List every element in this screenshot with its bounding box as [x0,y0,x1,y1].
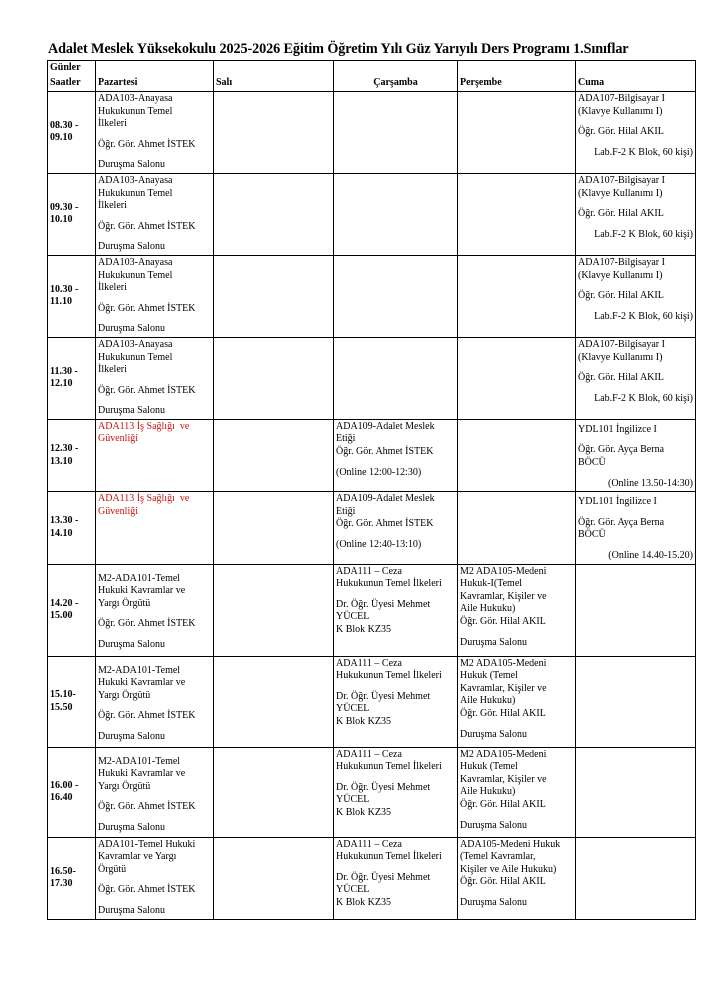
line-spacer [578,364,693,372]
time-slot-text: 08.30 - [50,119,79,131]
cell-text-line: Öğr. Gör. Hilal AKIL [578,126,664,138]
cell-text-line: Duruşma Salonu [460,897,527,908]
cell-text-line: Kavramlar, Kişiler ve [460,590,547,602]
schedule-row [48,656,696,747]
cell-friday [576,337,696,419]
time-slot-cell [48,747,96,837]
cell-text-line: Öğr. Gör. Hilal AKIL [460,799,546,810]
cell-text-line: ADA101-Temel Hukuki [98,838,196,850]
cell-thursday [458,837,576,919]
line-spacer [98,233,211,241]
cell-wednesday [334,173,458,255]
cell-text-line: ADA109-Adalet Meslek [336,493,435,505]
cell-text-line: ADA109-Adalet Meslek [336,420,435,432]
cell-text-line: Dr. Öğr. Üyesi Mehmet [336,781,431,793]
cell-text-line: Dr. Öğr. Üyesi Mehmet [336,690,431,702]
cell-text-line: Kavramlar, Kişiler ve [460,682,547,694]
line-spacer [578,200,693,208]
cell-text-line: Öğr. Gör. Ahmet İSTEK [336,518,434,530]
line-spacer [98,131,211,139]
cell-friday [576,255,696,337]
cell-wednesday [334,747,458,837]
schedule-row [48,419,696,491]
cell-tuesday [214,92,334,174]
cell-tuesday [214,837,334,919]
cell-wednesday [334,656,458,747]
line-spacer [336,774,455,782]
schedule-row [48,173,696,255]
cell-text-line: Lab.F-2 K Blok, 60 kişi) [594,228,693,240]
header-gunler: Günler [50,62,81,73]
cell-text-line: YDL101 İngilizce I [578,496,657,508]
cell-text-line: ADA103-Anayasa [98,93,173,104]
cell-friday [576,173,696,255]
cell-text-line: (Online 14.40-15.20) [608,550,693,562]
cell-text-line: İlkeleri [98,364,127,376]
cell-text-line: Güvenliği [98,433,138,445]
cell-text-line: Öğr. Gör. Hilal AKIL [460,616,546,627]
cell-text-line: Öğr. Gör. Hilal AKIL [578,208,664,220]
schedule-row [48,337,696,419]
cell-tuesday [214,255,334,337]
line-spacer [98,151,211,159]
cell-text-line: Hukuki Kavramlar ve [98,768,186,780]
cell-text-line: Yargı Örgütü [98,780,151,792]
cell-text-line: Öğr. Gör. Ahmet İSTEK [98,138,196,150]
time-slot-text: 17.30 [50,878,73,890]
cell-thursday [458,337,576,419]
cell-text-line: M2-ADA101-Temel [98,572,181,584]
schedule-table [47,60,696,920]
cell-text-line: (Online 12:40-13:10) [336,539,422,551]
time-slot-cell [48,173,96,255]
cell-text-line: Öğr. Gör. Ayça Berna [578,516,665,528]
cell-text-line: Hukukunun Temel [98,269,173,281]
time-slot-cell [48,92,96,174]
cell-text-line: ADA107-Bilgisayar I [578,256,665,268]
cell-text-line: Dr. Öğr. Üyesi Mehmet [336,598,431,610]
time-slot-cell [48,564,96,656]
line-spacer [460,889,573,897]
schedule-row [48,564,696,656]
cell-text-line: Duruşma Salonu [98,405,165,417]
cell-text-line: Öğr. Gör. Hilal AKIL [460,708,546,719]
line-spacer [98,213,211,221]
time-slot-text: 13.10 [50,455,73,467]
header-saatler: Saatler [50,76,81,88]
cell-thursday [458,492,576,564]
cell-thursday [458,255,576,337]
cell-text-line: (Online 13.50-14:30) [608,477,693,489]
time-slot-text: 12.30 - [50,442,79,454]
cell-text-line: Duruşma Salonu [98,905,165,916]
cell-text-line: (Klavye Kullanımı I) [578,187,663,199]
cell-text-line: İlkeleri [98,118,127,130]
cell-friday [576,656,696,747]
time-slot-text: 16.50- [50,865,76,877]
cell-text-line: Öğr. Gör. Ahmet İSTEK [336,446,434,458]
cell-tuesday [214,564,334,656]
time-slot-cell [48,837,96,919]
line-spacer [460,812,573,820]
page-title: Adalet Meslek Yüksekokulu 2025-2026 Eğitim Öğretim Yılı Güz Yarıyılı Ders Programı 1.Sınıflar [48,41,629,57]
cell-text-line: Duruşma Salonu [460,819,527,831]
line-spacer [98,295,211,303]
line-spacer [578,470,693,478]
time-slot-text: 16.40 [50,792,73,804]
cell-monday [96,837,214,919]
cell-friday [576,837,696,919]
cell-tuesday [214,747,334,837]
cell-friday [576,419,696,491]
cell-text-line: Öğr. Gör. Ahmet İSTEK [98,884,196,896]
header-day-friday: Cuma [576,61,696,92]
time-slot-text: 15.00 [50,610,73,622]
cell-text-line: YÜCEL [336,884,370,896]
cell-text-line: Etiği [336,505,356,517]
cell-text-line: Lab.F-2 K Blok, 60 kişi) [594,310,693,322]
cell-text-line: Hukuk-I(Temel [460,578,523,590]
cell-text-line: Lab.F-2 K Blok, 60 kişi) [594,392,693,404]
cell-text-line: YDL101 İngilizce I [578,423,657,435]
cell-wednesday [334,255,458,337]
cell-text-line: ADA111 – Ceza [336,565,402,577]
time-slot-cell [48,492,96,564]
line-spacer [578,221,693,229]
time-slot-text: 09.10 [50,132,73,144]
time-slot-text: 13.30 - [50,515,79,527]
time-slot-text: 09.30 - [50,201,79,213]
cell-text-line: Duruşma Salonu [98,159,165,171]
cell-text-line: Öğr. Gör. Ahmet İSTEK [98,801,196,813]
line-spacer [98,397,211,405]
cell-text-line: Duruşma Salonu [460,728,527,740]
cell-text-line: Duruşma Salonu [460,636,527,648]
cell-text-line: ADA111 – Ceza [336,838,402,850]
cell-text-line: (Klavye Kullanımı I) [578,105,663,117]
line-spacer [98,897,211,905]
cell-wednesday [334,492,458,564]
line-spacer [336,683,455,691]
cell-monday [96,419,214,491]
time-slot-text: 12.10 [50,378,73,390]
cell-thursday [458,419,576,491]
time-slot-text: 11.10 [50,296,72,308]
cell-text-line: M2-ADA101-Temel [98,664,181,676]
header-day-monday: Pazartesi [96,61,214,92]
cell-text-line: Öğr. Gör. Ahmet İSTEK [98,302,196,314]
cell-text-line: Duruşma Salonu [98,323,165,335]
time-slot-text: 15.50 [50,701,73,713]
cell-text-line: Lab.F-2 K Blok, 60 kişi) [594,146,693,158]
cell-monday [96,492,214,564]
cell-tuesday [214,492,334,564]
cell-text-line: ADA103-Anayasa [98,174,173,186]
time-slot-cell [48,255,96,337]
time-slot-cell [48,419,96,491]
cell-text-line: (Online 12:00-12:30) [336,466,422,478]
cell-text-line: Duruşma Salonu [98,639,165,650]
cell-text-line: Hukuki Kavramlar ve [98,677,186,689]
line-spacer [578,509,693,517]
time-slot-text: 14.20 - [50,597,79,609]
time-slot-cell [48,656,96,747]
line-spacer [578,303,693,311]
cell-monday [96,92,214,174]
time-slot-text: 15.10- [50,689,76,701]
line-spacer [336,531,455,539]
time-slot-text: 16.00 - [50,779,79,791]
line-spacer [460,629,573,637]
cell-text-line: Hukukunun Temel [98,187,173,199]
line-spacer [460,721,573,729]
cell-text-line: ADA103-Anayasa [98,256,173,268]
line-spacer [578,385,693,393]
line-spacer [98,723,211,731]
header-time-cell [48,61,96,92]
cell-text-line: ADA113 İş Sağlığı ve [98,493,190,505]
cell-wednesday [334,837,458,919]
cell-text-line: ADA107-Bilgisayar I [578,174,665,186]
cell-thursday [458,747,576,837]
line-spacer [336,591,455,599]
cell-thursday [458,173,576,255]
cell-text-line: Yargı Örgütü [98,689,151,701]
cell-friday [576,747,696,837]
cell-wednesday [334,564,458,656]
cell-text-line: Öğr. Gör. Ahmet İSTEK [98,220,196,232]
line-spacer [578,542,693,550]
cell-text-line: (Temel Kavramlar, [460,851,536,863]
schedule-row [48,747,696,837]
cell-text-line: Kavramlar, Kişiler ve [460,773,547,785]
cell-text-line: Öğr. Gör. Hilal AKIL [578,372,664,384]
line-spacer [98,631,211,639]
line-spacer [578,139,693,147]
cell-text-line: ADA105-Medeni Hukuk [460,838,561,850]
line-spacer [98,315,211,323]
cell-text-line: Yargı Örgütü [98,597,151,609]
cell-tuesday [214,656,334,747]
header-row [48,61,696,92]
cell-text-line: Öğr. Gör. Ahmet İSTEK [98,618,196,630]
cell-monday [96,173,214,255]
line-spacer [98,814,211,822]
cell-text-line: M2 ADA105-Medeni [460,565,547,577]
cell-text-line: YÜCEL [336,703,370,715]
cell-text-line: M2 ADA105-Medeni [460,748,547,760]
cell-text-line: Hukuk (Temel [460,761,518,773]
cell-text-line: Örgütü [98,863,127,875]
cell-thursday [458,564,576,656]
cell-text-line: Hukukunun Temel [98,351,173,363]
cell-text-line: Aile Hukuku) [460,695,516,707]
header-day-tuesday: Salı [214,61,334,92]
cell-text-line: Güvenliği [98,505,138,517]
cell-text-line: K Blok KZ35 [336,716,391,727]
cell-monday [96,255,214,337]
cell-text-line: Hukukunun Temel İlkeleri [336,578,442,590]
cell-friday [576,492,696,564]
cell-text-line: (Klavye Kullanımı I) [578,269,663,281]
cell-text-line: M2 ADA105-Medeni [460,657,547,669]
cell-text-line: Aile Hukuku) [460,786,516,798]
cell-text-line: ADA107-Bilgisayar I [578,338,665,350]
cell-friday [576,92,696,174]
cell-tuesday [214,419,334,491]
cell-text-line: Dr. Öğr. Üyesi Mehmet [336,871,431,883]
cell-tuesday [214,337,334,419]
cell-thursday [458,92,576,174]
cell-text-line: (Klavye Kullanımı I) [578,351,663,363]
cell-text-line: Öğr. Gör. Hilal AKIL [578,290,664,302]
cell-text-line: Aile Hukuku) [460,603,516,615]
cell-friday [576,564,696,656]
cell-text-line: ADA111 – Ceza [336,748,402,760]
cell-text-line: Öğr. Gör. Hilal AKIL [460,876,546,888]
cell-text-line: Hukuki Kavramlar ve [98,585,186,597]
cell-text-line: M2-ADA101-Temel [98,755,181,767]
schedule-body [48,61,696,920]
cell-text-line: ADA107-Bilgisayar I [578,93,665,104]
cell-text-line: Duruşma Salonu [98,241,165,253]
line-spacer [578,282,693,290]
cell-text-line: ADA111 – Ceza [336,657,402,669]
schedule-row [48,492,696,564]
cell-monday [96,656,214,747]
cell-text-line: Öğr. Gör. Ayça Berna [578,444,665,456]
cell-text-line: Kavramlar ve Yargı [98,851,177,863]
header-day-thursday: Perşembe [458,61,576,92]
schedule-row [48,837,696,919]
cell-text-line: Hukukunun Temel İlkeleri [336,670,442,682]
line-spacer [98,377,211,385]
cell-text-line: K Blok KZ35 [336,624,391,635]
cell-text-line: Hukukunun Temel İlkeleri [336,761,442,773]
line-spacer [336,864,455,872]
cell-text-line: Hukukunun Temel İlkeleri [336,851,442,863]
cell-wednesday [334,92,458,174]
cell-text-line: Hukuk (Temel [460,670,518,682]
cell-text-line: ADA103-Anayasa [98,338,173,350]
cell-text-line: İlkeleri [98,200,127,212]
cell-text-line: Duruşma Salonu [98,822,165,833]
cell-monday [96,337,214,419]
cell-text-line: YÜCEL [336,611,370,623]
cell-text-line: YÜCEL [336,794,370,806]
cell-text-line: Etiği [336,433,356,445]
time-slot-text: 10.10 [50,214,73,226]
line-spacer [578,118,693,126]
cell-text-line: BÖCÜ [578,529,606,541]
header-day-wednesday: Çarşamba [334,61,458,92]
cell-text-line: BÖCÜ [578,457,606,469]
time-slot-text: 10.30 - [50,283,79,295]
cell-monday [96,564,214,656]
cell-thursday [458,656,576,747]
cell-text-line: ADA113 İş Sağlığı ve [98,420,190,432]
cell-text-line: K Blok KZ35 [336,897,391,908]
cell-text-line: Duruşma Salonu [98,731,165,742]
cell-text-line: Öğr. Gör. Ahmet İSTEK [98,710,196,722]
cell-text-line: K Blok KZ35 [336,807,391,818]
cell-text-line: Öğr. Gör. Ahmet İSTEK [98,384,196,396]
cell-text-line: Kişiler ve Aile Hukuku) [460,863,557,875]
cell-monday [96,747,214,837]
time-slot-cell [48,337,96,419]
cell-wednesday [334,419,458,491]
line-spacer [336,459,455,467]
time-slot-text: 14.10 [50,527,73,539]
time-slot-text: 11.30 - [50,365,78,377]
cell-text-line: Hukukunun Temel [98,105,173,117]
schedule-row [48,92,696,174]
cell-text-line: İlkeleri [98,282,127,294]
schedule-row [48,255,696,337]
cell-tuesday [214,173,334,255]
cell-wednesday [334,337,458,419]
